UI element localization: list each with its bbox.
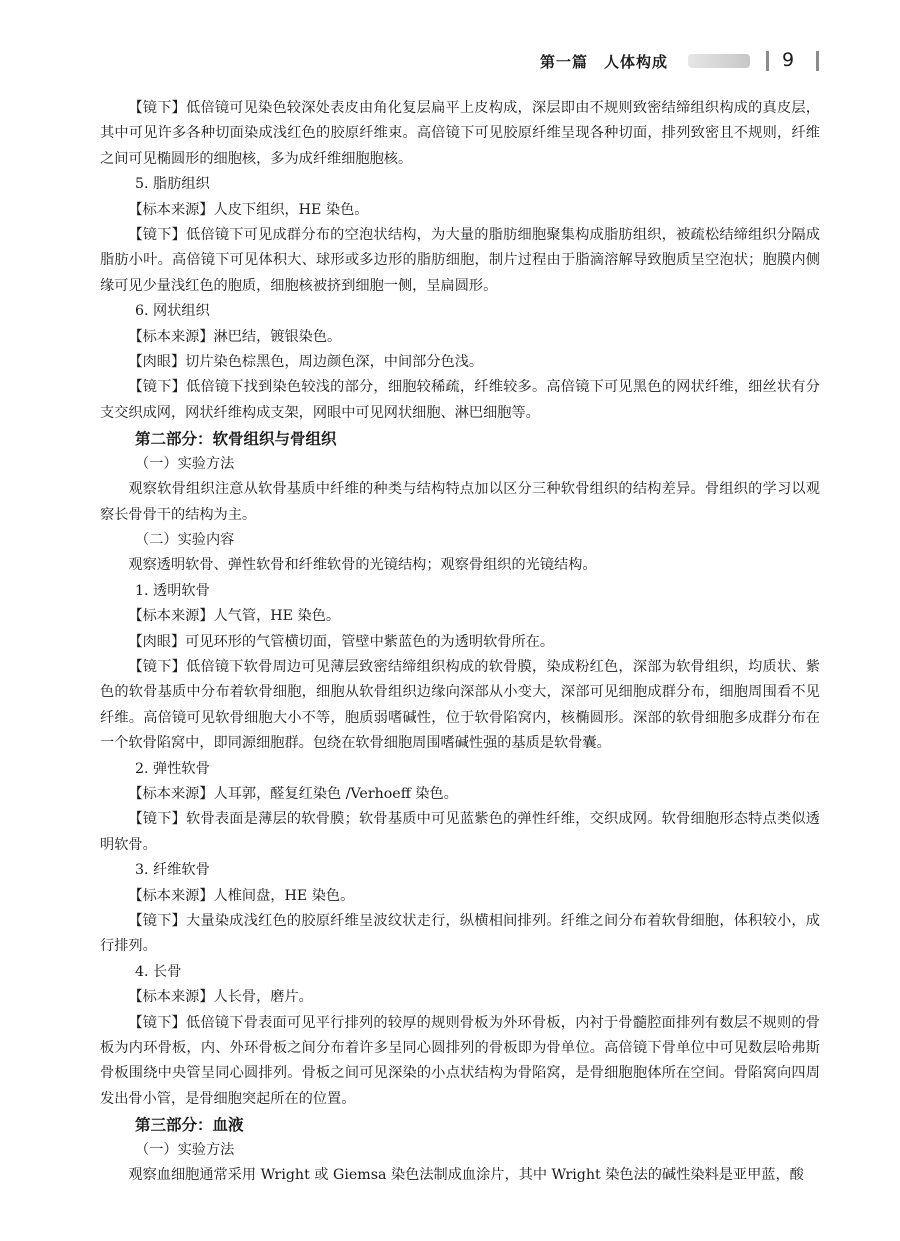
paragraph: 【标本来源】人气管，HE 染色。 [128, 608, 341, 625]
paragraph: 【标本来源】人耳郭，醛复红染色 /Verhoeff 染色。 [128, 785, 458, 802]
paragraph: 【镜下】低倍镜下软骨周边可见薄层致密结缔组织构成的软骨膜，染成粉红色，深部为软骨组织，均质状、紫色的软骨基质中分布着软骨细胞，细胞从软骨组织边缘向深部从小变大，深部可见细胞成群分布，细胞周围看不见纤维。高倍镜可见软骨细胞大小不等，胞质弱嗜碱性，位于软骨陷窝内，核椭圆形。深部的软骨细胞多成群分布在一个软骨陷窝中，即同源细胞群。包绕在软骨细胞周围嗜碱性强的基质是软骨囊。 [100, 658, 820, 752]
numbered-heading: 4. 长骨 [135, 963, 182, 980]
header-separator [816, 51, 819, 71]
paragraph: 【肉眼】可见环形的气管横切面，管壁中紫蓝色的为透明软骨所在。 [128, 633, 555, 650]
section-heading: 第二部分：软骨组织与骨组织 [135, 429, 337, 449]
paragraph: 【镜下】低倍镜可见染色较深处表皮由角化复层扁平上皮构成，深层即由不规则致密结缔组织构成的真皮层，其中可见许多各种切面染成浅红色的胶原纤维束。高倍镜下可见胶原纤维呈现各种切面，排列致密且不规则，纤维之间可见椭圆形的细胞核，多为成纤维细胞胞核。 [100, 100, 820, 167]
subsection-heading: （二）实验内容 [135, 531, 235, 548]
numbered-heading: 6. 网状组织 [135, 303, 210, 320]
section-heading: 第三部分：血液 [135, 1115, 244, 1135]
header-separator [766, 51, 769, 71]
paragraph: 观察透明软骨、弹性软骨和纤维软骨的光镜结构；观察骨组织的光镜结构。 [128, 557, 597, 574]
paragraph: 【肉眼】切片染色棕黑色，周边颜色深，中间部分色浅。 [128, 354, 484, 371]
page-body [100, 96, 820, 1188]
paragraph: 【镜下】大量染成浅红色的胶原纤维呈波纹状走行，纵横相间排列。纤维之间分布着软骨细胞，体积较小，成行排列。 [100, 913, 820, 955]
part-title: 第一篇 人体构成 [540, 53, 669, 71]
paragraph: 【标本来源】人长骨，磨片。 [128, 989, 313, 1006]
numbered-heading: 3. 纤维软骨 [135, 862, 210, 879]
paragraph: 【镜下】低倍镜下找到染色较浅的部分，细胞较稀疏，纤维较多。高倍镜下可见黑色的网状纤维，细丝状有分支交织成网，网状纤维构成支架，网眼中可见网状细胞、淋巴细胞等。 [100, 379, 820, 421]
paragraph: 观察软骨组织注意从软骨基质中纤维的种类与结构特点加以区分三种软骨组织的结构差异。骨组织的学习以观察长骨骨干的结构为主。 [100, 481, 820, 523]
numbered-heading: 1. 透明软骨 [135, 582, 210, 599]
paragraph: 【标本来源】人皮下组织，HE 染色。 [128, 201, 369, 218]
subsection-heading: （一）实验方法 [135, 455, 235, 472]
page-number: 9 [782, 49, 795, 71]
paragraph: 【标本来源】淋巴结，镀银染色。 [128, 328, 342, 345]
paragraph: 【镜下】软骨表面是薄层的软骨膜；软骨基质中可见蓝紫色的弹性纤维，交织成网。软骨细胞形态特点类似透明软骨。 [100, 811, 820, 853]
numbered-heading: 5. 脂肪组织 [135, 176, 210, 193]
header-decoration-bar [688, 54, 750, 68]
numbered-heading: 2. 弹性软骨 [135, 760, 210, 777]
paragraph: 【标本来源】人椎间盘，HE 染色。 [128, 887, 355, 904]
paragraph: 【镜下】低倍镜下骨表面可见平行排列的较厚的规则骨板为外环骨板，内衬于骨髓腔面排列有数层不规则的骨板为内环骨板，内、外环骨板之间分布着许多呈同心圆排列的骨板即为骨单位。高倍镜下骨单位中可见数层哈弗斯骨板围绕中央管呈同心圆排列。骨板之间可见深染的小点状结构为骨陷窝，是骨细胞胞体所在空间。骨陷窝向四周发出骨小管，是骨细胞突起所在的位置。 [100, 1014, 820, 1107]
subsection-heading: （一）实验方法 [135, 1141, 235, 1158]
paragraph: 观察血细胞通常采用 Wright 或 Giemsa 染色法制成血涂片，其中 Wright 染色法的碱性染料是亚甲蓝，酸 [128, 1167, 804, 1184]
paragraph: 【镜下】低倍镜下可见成群分布的空泡状结构，为大量的脂肪细胞聚集构成脂肪组织，被疏松结缔组织分隔成脂肪小叶。高倍镜下可见体积大、球形或多边形的脂肪细胞，制片过程由于脂滴溶解导致胞质呈空泡状；胞膜内侧缘可见少量浅红色的胞质，细胞核被挤到细胞一侧，呈扁圆形。 [100, 227, 820, 294]
running-header [0, 48, 900, 76]
